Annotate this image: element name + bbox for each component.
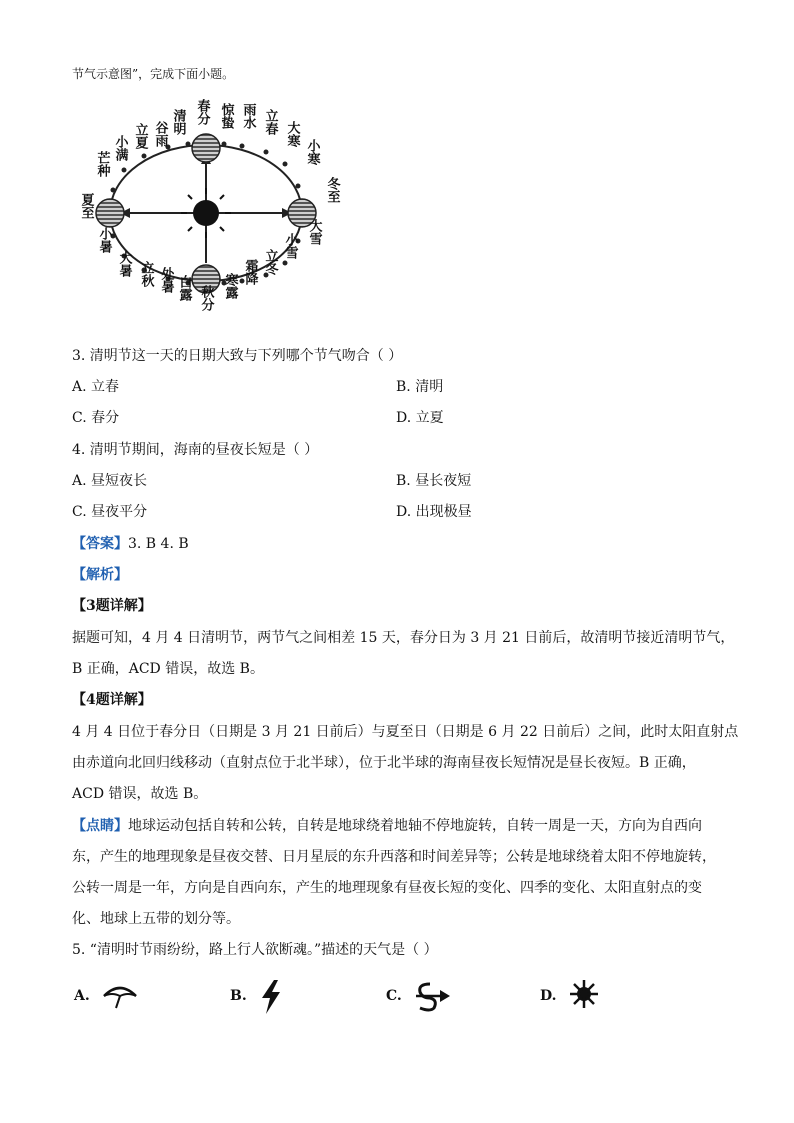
answer-text: 3. B 4. B [128,536,189,552]
sunny-icon [566,978,602,1014]
q5-option-b[interactable] [230,978,350,1018]
term-lixia: 立夏 [132,123,148,149]
q5-stem: 5. “清明时节雨纷纷，路上行人欲断魂。”描述的天气是（ ） [72,942,438,958]
detail4-tag: 【4题详解】 [72,692,152,708]
term-daxue: 大雪 [306,219,322,245]
q3-option-d[interactable]: D. 立夏 [396,410,444,426]
q5-option-b-label: B. [230,988,247,1004]
term-bailu: 白露 [176,275,192,301]
sand-storm-icon [412,978,452,1014]
lightning-icon [256,978,286,1016]
tips-line-1 [72,816,702,836]
term-xiaoxue: 小雪 [282,233,298,259]
earth-icon-spring [192,134,220,162]
q4-option-a[interactable]: A. 昼短夜长 [72,473,148,489]
q4-option-d[interactable]: D. 出现极昼 [396,504,472,520]
intro-text: 节气示意图”，完成下面小题。 [72,67,235,81]
detail4-line-2: 由赤道向北回归线移动（直射点位于北半球），位于北半球的海南昼夜长短情况是昼长夜短。B 正确， [72,755,696,771]
tips-tag: 【点睛】 [72,818,128,834]
detail3-line-2: B 正确，ACD 错误，故选 B。 [72,661,264,677]
detail3-line-1: 据题可知，4 月 4 日清明节，两节气之间相差 15 天，春分日为 3 月 21 日前后，故清明节接近清明节气， [72,630,735,646]
q4-option-c[interactable]: C. 昼夜平分 [72,504,148,520]
tips-line-4: 化、地球上五带的划分等。 [72,911,240,927]
analysis-tag: 【解析】 [72,567,128,583]
q5-option-d-label: D. [540,988,557,1004]
detail4-line-1: 4 月 4 日位于春分日（日期是 3 月 21 日前后）与夏至日（日期是 6 月 22 日前后）之间，此时太阳直射点 [72,724,739,740]
term-dongzhi: 冬至 [324,177,340,203]
q5-option-c[interactable] [386,978,506,1018]
term-chunfen: 春分 [194,99,210,125]
q5-option-c-label: C. [386,988,402,1004]
q4-stem: 4. 清明节期间，海南的昼夜长短是（ ） [72,442,319,458]
term-liqiu: 立秋 [138,261,154,287]
q4-option-b[interactable]: B. 昼长夜短 [396,473,472,489]
term-dahan: 大寒 [284,121,300,147]
term-lichun: 立春 [262,109,278,135]
q3-option-c[interactable]: C. 春分 [72,410,120,426]
detail3-tag: 【3题详解】 [72,598,152,614]
answer-line [72,534,189,554]
term-xiaoman: 小满 [112,135,128,161]
term-hanlu: 寒露 [222,273,238,299]
term-xiaohan: 小寒 [304,139,320,165]
term-xiaoshu: 小暑 [96,227,112,253]
term-lidong: 立冬 [262,249,278,275]
solar-terms-diagram [70,98,350,330]
q5-option-a-label: A. [74,988,90,1004]
rain-umbrella-icon [100,978,140,1014]
term-xiazhi: 夏至 [78,193,94,219]
term-dashu: 大暑 [116,251,132,277]
term-qiufen: 秋分 [198,285,214,311]
q3-option-a[interactable]: A. 立春 [72,379,120,395]
q3-option-b[interactable]: B. 清明 [396,379,444,395]
q3-stem: 3. 清明节这一天的日期大致与下列哪个节气吻合（ ） [72,348,403,364]
earth-icon-summer [96,199,124,227]
term-qingming: 清明 [170,109,186,135]
q5-option-d[interactable] [540,978,660,1018]
q5-option-a[interactable] [74,978,194,1018]
term-chushu: 处暑 [158,267,174,293]
term-shuangjiang: 霜降 [242,259,258,285]
detail4-line-3: ACD 错误，故选 B。 [72,786,208,802]
answer-tag: 【答案】 [72,536,128,552]
term-yushui: 雨水 [240,103,256,129]
tips-line-2: 东，产生的地理现象是昼夜交替、日月星辰的东升西落和时间差异等；公转是地球绕着太阳不停地旋转， [72,849,716,865]
term-guyu: 谷雨 [152,121,168,147]
term-jingzhe: 惊蛰 [218,103,234,129]
tips-text-1: 地球运动包括自转和公转，自转是地球绕着地轴不停地旋转，自转一周是一天，方向为自西向 [128,818,702,834]
tips-line-3: 公转一周是一年，方向是自西向东，产生的地理现象有昼夜长短的变化、四季的变化、太阳直射点的变 [72,880,702,896]
term-mangzhong: 芒种 [94,151,110,177]
